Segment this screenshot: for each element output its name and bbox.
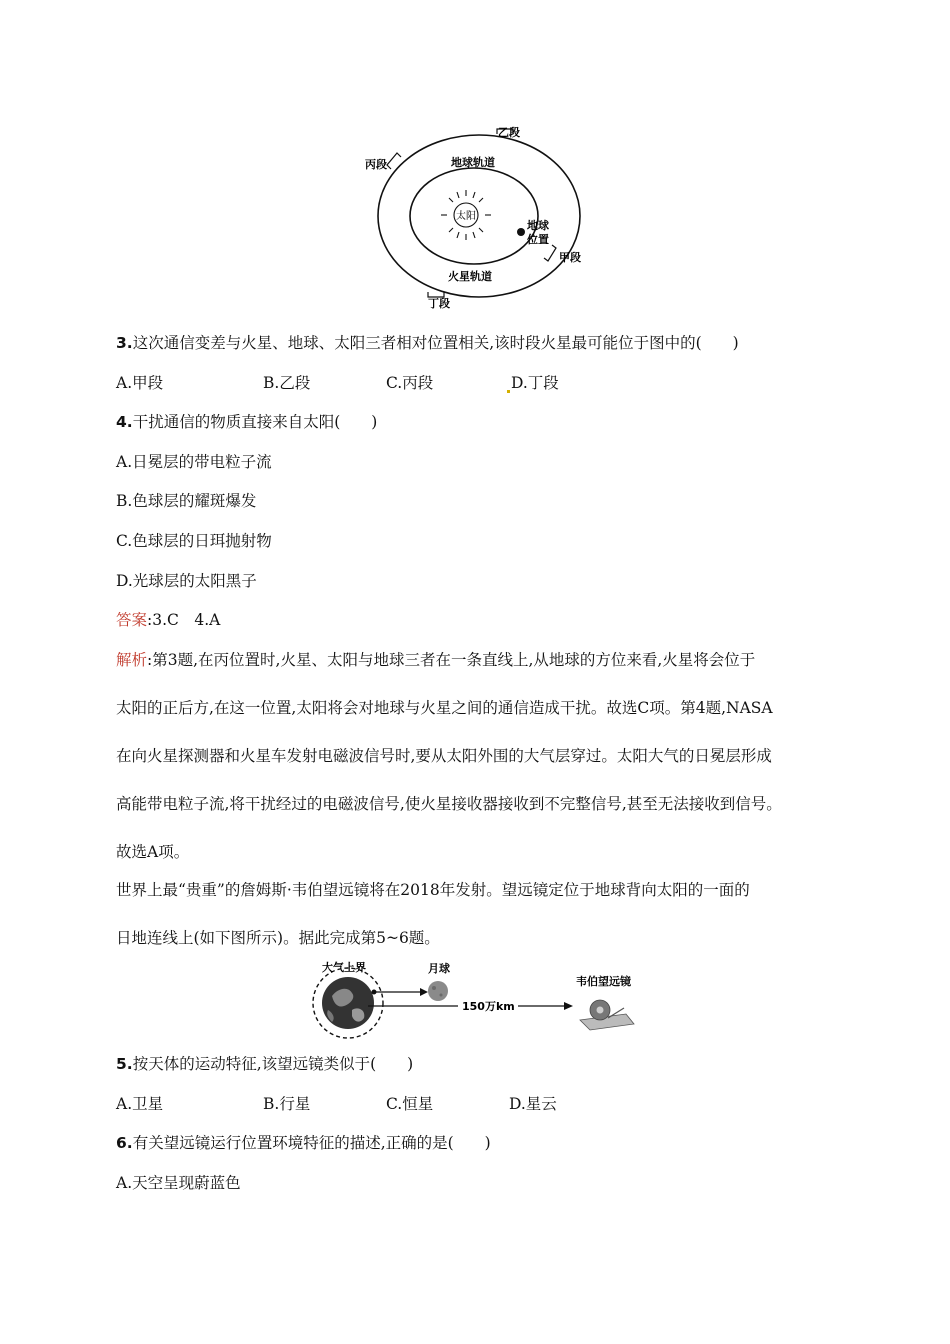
q3-option-a: A.甲段 (116, 374, 164, 392)
segment-yi-label: 乙段 (498, 126, 520, 139)
analysis-line-2: 太阳的正后方,在这一位置,太阳将会对地球与火星之间的通信造成干扰。故选C项。第4题,NASA (116, 699, 773, 717)
q3-option-b: B.乙段 (263, 374, 311, 392)
question-5 (116, 1054, 413, 1074)
mars-orbit-label: 火星轨道 (448, 270, 492, 283)
analysis-line-4: 高能带电粒子流,将干扰经过的电磁波信号,使火星接收器接收到不完整信号,甚至无法接收到信号。 (116, 795, 782, 813)
intro-line-1: 世界上最“贵重”的詹姆斯·韦伯望远镜将在2018年发射。望远镜定位于地球背向太阳的一面的 (116, 881, 750, 899)
question-6 (116, 1133, 491, 1153)
q4-option-d: D.光球层的太阳黑子 (116, 572, 257, 590)
analysis-line-1 (116, 650, 755, 670)
question-4-text: 干扰通信的物质直接来自太阳( ) (132, 413, 378, 431)
answer-text: :3.C 4.A (147, 611, 221, 629)
analysis-label: 解析 (116, 651, 148, 669)
question-4 (116, 412, 377, 432)
question-5-number: 5. (116, 1055, 133, 1073)
yellow-dot-mark (507, 390, 510, 393)
orbit-diagram (360, 118, 600, 310)
telescope-icon (580, 1000, 634, 1030)
earth-icon (322, 977, 374, 1029)
analysis-text-1: :第3题,在丙位置时,火星、太阳与地球三者在一条直线上,从地球的方位来看,火星将会位于 (147, 651, 756, 669)
q5-option-a: A.卫星 (116, 1095, 164, 1113)
segment-jia-label: 甲段 (559, 251, 581, 264)
sun-label: 太阳 (456, 211, 476, 222)
analysis-line-3: 在向火星探测器和火星车发射电磁波信号时,要从太阳外围的大气层穿过。太阳大气的日冕层形成 (116, 747, 772, 765)
question-3-number: 3. (116, 334, 133, 352)
question-6-text: 有关望远镜运行位置环境特征的描述,正确的是( ) (132, 1134, 491, 1152)
q4-option-b: B.色球层的耀斑爆发 (116, 492, 257, 510)
q5-option-d: D.星云 (509, 1095, 557, 1113)
answer-line (116, 610, 220, 630)
atmosphere-label: 大气上界 (322, 961, 366, 974)
telescope-diagram (308, 960, 644, 1044)
q3-option-c: C.丙段 (386, 374, 434, 392)
earth-marker (517, 228, 525, 236)
q4-option-c: C.色球层的日珥抛射物 (116, 532, 272, 550)
question-6-number: 6. (116, 1134, 133, 1152)
analysis-line-5: 故选A项。 (116, 843, 190, 861)
distance-label: 150万km (462, 1000, 515, 1013)
q6-option-a: A.天空呈现蔚蓝色 (116, 1174, 241, 1192)
earth-position-label-1: 地球 (527, 219, 549, 232)
q5-option-b: B.行星 (263, 1095, 311, 1113)
q3-option-d: D.丁段 (511, 374, 559, 392)
q4-option-a: A.日冕层的带电粒子流 (116, 453, 272, 471)
earth-orbit-label: 地球轨道 (451, 156, 495, 169)
moon-icon (428, 981, 448, 1001)
segment-ding-label: 丁段 (428, 297, 450, 310)
q5-option-c: C.恒星 (386, 1095, 434, 1113)
segment-bing-label: 丙段 (365, 158, 387, 171)
question-5-text: 按天体的运动特征,该望远镜类似于( ) (132, 1055, 414, 1073)
question-4-number: 4. (116, 413, 133, 431)
question-3 (116, 333, 739, 353)
moon-label: 月球 (428, 962, 450, 975)
answer-label: 答案 (116, 611, 148, 629)
question-3-text: 这次通信变差与火星、地球、太阳三者相对位置相关,该时段火星最可能位于图中的( ) (132, 334, 739, 352)
q3-option-d-wrap (507, 373, 559, 393)
earth-position-label-2: 位置 (527, 233, 549, 246)
telescope-label: 韦伯望远镜 (576, 975, 631, 988)
intro-line-2: 日地连线上(如下图所示)。据此完成第5~6题。 (116, 929, 440, 947)
